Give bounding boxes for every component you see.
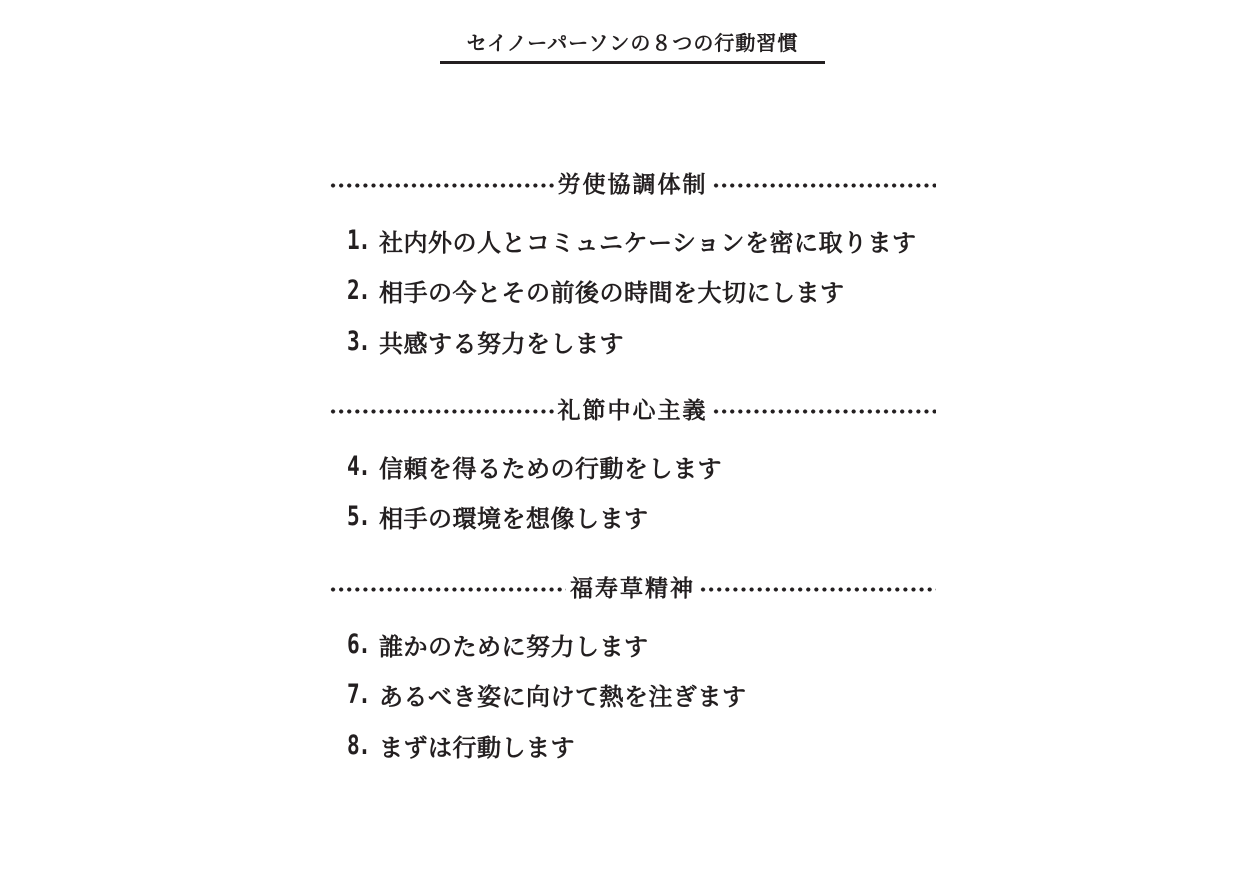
item-number: 8. (347, 729, 370, 761)
item-number: 4. (347, 450, 370, 482)
list-item (347, 720, 747, 771)
list-item (347, 215, 917, 266)
dotted-rule-left (329, 587, 566, 592)
list-item (347, 441, 722, 492)
item-text: あるべき姿に向けて熱を注ぎます (379, 683, 747, 712)
list-item (347, 316, 917, 367)
section-1-list (347, 215, 917, 367)
section-header-2 (329, 395, 936, 427)
section-heading: 労使協調体制 (557, 172, 708, 198)
list-item (347, 670, 747, 721)
item-number: 7. (347, 679, 370, 711)
page-title: セイノーパーソンの８つの行動習慣 (466, 31, 799, 55)
dotted-rule-left (329, 409, 554, 414)
dotted-rule-right (712, 409, 937, 414)
item-number: 1. (347, 224, 370, 256)
section-header-1 (329, 169, 936, 201)
list-item (347, 619, 747, 670)
section-heading: 福寿草精神 (570, 576, 695, 602)
item-text: 相手の今とその前後の時間を大切にします (379, 279, 845, 308)
item-text: まずは行動します (379, 733, 575, 762)
item-text: 信頼を得るための行動をします (379, 454, 722, 483)
list-item (347, 266, 917, 317)
section-heading: 礼節中心主義 (557, 398, 708, 424)
section-3-list (347, 619, 747, 771)
section-header-3 (329, 573, 936, 605)
list-item (347, 492, 722, 543)
item-number: 2. (347, 275, 370, 307)
dotted-rule-right (699, 587, 936, 592)
item-text: 相手の環境を想像します (379, 505, 649, 534)
page-title-block (440, 28, 825, 64)
dotted-rule-right (712, 183, 937, 188)
title-underline (440, 61, 825, 64)
item-number: 5. (347, 501, 370, 533)
item-number: 3. (347, 325, 370, 357)
item-text: 社内外の人とコミュニケーションを密に取ります (379, 228, 917, 257)
section-2-list (347, 441, 722, 542)
item-number: 6. (347, 628, 370, 660)
dotted-rule-left (329, 183, 554, 188)
item-text: 誰かのために努力します (379, 632, 649, 661)
item-text: 共感する努力をします (379, 329, 624, 358)
